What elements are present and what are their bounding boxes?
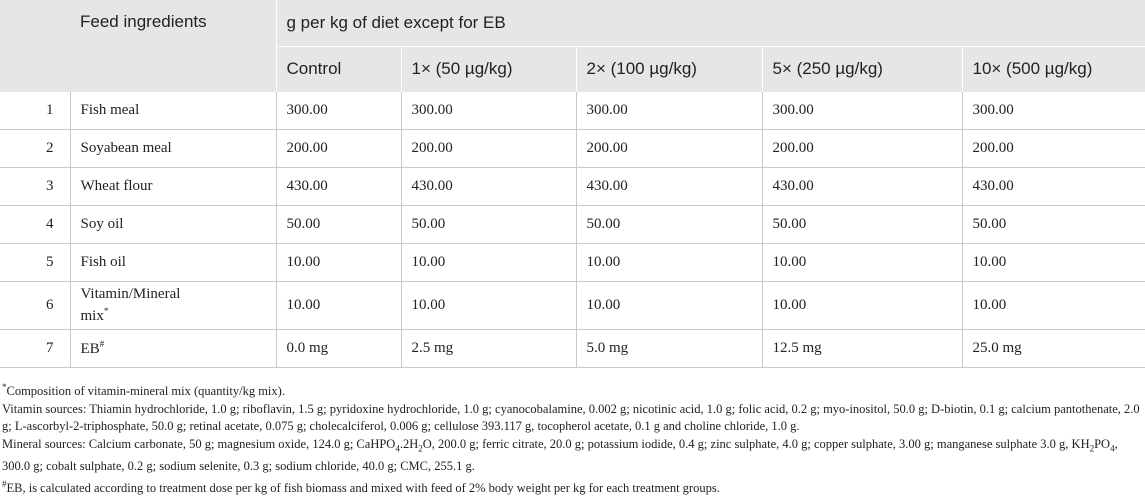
- value-cell: 430.00: [576, 168, 762, 206]
- value-cell: 200.00: [276, 130, 401, 168]
- ingredient-name-text: EB: [80, 341, 100, 357]
- ingredient-name: [70, 282, 276, 330]
- footnote-mineral-sources: Mineral sources: Calcium carbonate, 50 g; magnesium oxide, 124.0 g; $CaHPO_4.2H_2O$, 200.0 g; ferric citrate, 20.0 g; potassium iodide, 0.4 g; zinc sulphate, 4.0 g; copper sulphate, 3.00 g; manganese sulphate 3.0 g, $KH_2PO_4$, 300.0 g; cobalt sulphate, 0.2 g; sodium selenite, 0.3 g; sodium chloride, 40.0 g; CMC, 255.1 g.: [2, 436, 1118, 474]
- value-cell: 200.00: [962, 130, 1145, 168]
- value-cell: 10.00: [576, 244, 762, 282]
- table-row: [0, 168, 1145, 206]
- value-cell: 50.00: [576, 206, 762, 244]
- footnote-mark-star: *: [103, 306, 109, 316]
- value-cell: 10.00: [276, 282, 401, 330]
- ingredient-name: Fish oil: [70, 244, 276, 282]
- value-cell: 10.00: [962, 282, 1145, 330]
- value-cell: 10.00: [962, 244, 1145, 282]
- value-cell: 200.00: [762, 130, 962, 168]
- ingredient-name: Wheat flour: [70, 168, 276, 206]
- value-cell: 430.00: [276, 168, 401, 206]
- ingredient-name: Soy oil: [70, 206, 276, 244]
- header-group-caption: g per kg of diet except for EB: [276, 0, 1145, 46]
- value-cell: 300.00: [276, 92, 401, 130]
- value-cell: 10.00: [762, 244, 962, 282]
- value-cell: 12.5 mg: [762, 330, 962, 368]
- value-cell: 50.00: [401, 206, 576, 244]
- value-cell: 10.00: [576, 282, 762, 330]
- table-row: [0, 206, 1145, 244]
- value-cell: 430.00: [401, 168, 576, 206]
- value-cell: 50.00: [962, 206, 1145, 244]
- value-cell: 300.00: [962, 92, 1145, 130]
- header-col-5x: 5× (250 µg/kg): [762, 46, 962, 92]
- table-row: [0, 92, 1145, 130]
- table-row: [0, 282, 1145, 330]
- row-number: 6: [0, 282, 70, 330]
- table-row: [0, 330, 1145, 368]
- footnote-mark-hash: #: [99, 339, 105, 349]
- header-row-1: [0, 0, 1145, 46]
- row-number: 5: [0, 244, 70, 282]
- footnote-vitamin-sources: Vitamin sources: Thiamin hydrochloride, 1.0 g; riboflavin, 1.5 g; pyridoxine hydrochloride, 1.0 g; cyanocobalamine, 0.002 g; nicotinic acid, 1.0 g; folic acid, 0.2 g; myo-inositol, 50.0 g; D-biotin, 0.1 g; calcium pantothenate, 2.0 g; L-ascorbyl-2-triphosphate, 50.0 g; retinal acetate, 0.075 g; cholecalciferol, 0.006 g; cellulose 393.117 g, tocopherol acetate, 0.1 g and choline chloride, 1.0 g.: [2, 401, 1140, 434]
- ingredient-name: Fish meal: [70, 92, 276, 130]
- value-cell: 300.00: [401, 92, 576, 130]
- value-cell: 50.00: [276, 206, 401, 244]
- value-cell: 430.00: [962, 168, 1145, 206]
- ingredient-name-line1: Vitamin/Mineral: [80, 286, 181, 302]
- row-number: 3: [0, 168, 70, 206]
- footnote-hash: #EB, is calculated according to treatment dose per kg of fish biomass and mixed with feed of 2% body weight per kg for each treatment groups.: [2, 478, 720, 495]
- header-col-10x: 10× (500 µg/kg): [962, 46, 1145, 92]
- header-number-cell: [0, 0, 70, 92]
- ingredient-name: [70, 330, 276, 368]
- header-col-control: Control: [276, 46, 401, 92]
- header-col-2x: 2× (100 µg/kg): [576, 46, 762, 92]
- value-cell: 2.5 mg: [401, 330, 576, 368]
- value-cell: 300.00: [576, 92, 762, 130]
- value-cell: 300.00: [762, 92, 962, 130]
- row-number: 2: [0, 130, 70, 168]
- ingredient-name-line2: mix: [80, 308, 104, 324]
- value-cell: 10.00: [401, 282, 576, 330]
- table-row: [0, 244, 1145, 282]
- table-row: [0, 130, 1145, 168]
- value-cell: 200.00: [576, 130, 762, 168]
- row-number: 7: [0, 330, 70, 368]
- header-feed-ingredients: Feed ingredients: [70, 0, 276, 92]
- value-cell: 5.0 mg: [576, 330, 762, 368]
- value-cell: 10.00: [762, 282, 962, 330]
- table-footnotes: [2, 379, 1142, 497]
- header-col-1x: 1× (50 µg/kg): [401, 46, 576, 92]
- value-cell: 10.00: [276, 244, 401, 282]
- row-number: 1: [0, 92, 70, 130]
- value-cell: 200.00: [401, 130, 576, 168]
- value-cell: 430.00: [762, 168, 962, 206]
- value-cell: 25.0 mg: [962, 330, 1145, 368]
- footnote-star: *Composition of vitamin-mineral mix (quantity/kg mix).: [2, 382, 285, 399]
- ingredient-name: Soyabean meal: [70, 130, 276, 168]
- value-cell: 50.00: [762, 206, 962, 244]
- row-number: 4: [0, 206, 70, 244]
- value-cell: 0.0 mg: [276, 330, 401, 368]
- value-cell: 10.00: [401, 244, 576, 282]
